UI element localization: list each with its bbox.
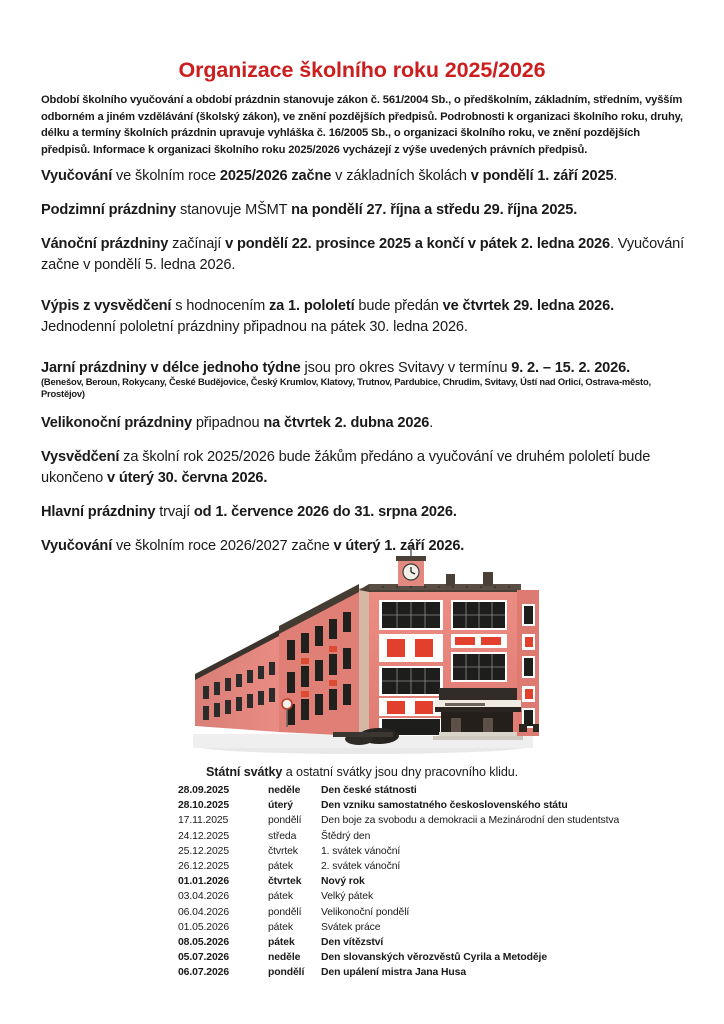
text-run: 2025/2026 začne [219, 168, 332, 184]
paragraph-spacer [41, 351, 689, 358]
holiday-weekday: čtvrtek [268, 845, 298, 857]
text-run: Jednodenní pololetní prázdniny připadnou na pátek 30. ledna 2026. [41, 319, 468, 335]
text-run: . Vyučování začne v pondělí 5. ledna 2026. [41, 236, 685, 273]
holiday-name: 1. svátek vánoční [321, 845, 401, 857]
text-run: v základních školách [331, 168, 471, 184]
table-row [178, 951, 619, 966]
text-run: ve školním roce 2026/2027 začne [112, 538, 334, 554]
text-run: v úterý 30. června 2026. [107, 470, 268, 486]
holiday-weekday: čtvrtek [268, 876, 302, 888]
table-row [178, 784, 619, 799]
table-row [178, 936, 619, 951]
holiday-name: Velikonoční pondělí [321, 906, 410, 918]
schedule-paragraphs [41, 166, 689, 570]
holiday-weekday: pátek [268, 860, 293, 872]
holiday-name: Štědrý den [321, 830, 371, 842]
paragraph-podzimni-prazdniny [41, 200, 689, 221]
public-holidays-body [178, 784, 619, 981]
text-run: v úterý 1. září 2026. [333, 538, 465, 554]
holiday-name: Den upálení mistra Jana Husa [321, 967, 467, 979]
paragraph-vypis-vysvedceni [41, 296, 689, 338]
text-run: Podzimní prázdniny [41, 202, 177, 218]
paragraph-vysvedceni [41, 447, 689, 489]
holiday-weekday: neděle [268, 785, 301, 796]
text-run: ve čtvrtek 29. ledna 2026. [442, 298, 614, 314]
school-building-illustration [183, 546, 541, 761]
text-run: za 1. pololetí [269, 298, 355, 314]
holidays-caption-bold: Státní svátky [205, 765, 283, 779]
text-run: Výpis z vysvědčení [41, 298, 172, 314]
table-row [178, 921, 619, 936]
holiday-date: 25.12.2025 [178, 845, 230, 857]
text-run: Vyučování [41, 168, 113, 184]
table-row [178, 906, 619, 921]
paragraph-vyucovani-2025 [41, 166, 689, 187]
holiday-name: Den boje za svobodu a demokracii a Mezinárodní den studentstva [321, 815, 620, 827]
holiday-weekday: úterý [268, 800, 293, 812]
text-run: Hlavní prázdniny [41, 504, 156, 520]
holiday-weekday: pátek [268, 921, 293, 933]
text-run: Velikonoční prázdniny [41, 415, 192, 431]
holidays-caption-rest: a ostatní svátky jsou dny pracovního klidu. [282, 765, 519, 779]
paragraph-hlavni-prazdniny [41, 502, 689, 523]
text-run: stanovuje MŠMT [176, 202, 292, 218]
districts-note: (Benešov, Beroun, Rokycany, České Budějovice, Český Krumlov, Klatovy, Trutnov, Pardubice, Chrudim, Svitavy, Ústí nad Orlicí, Ostrava-město, Prostějov) [41, 376, 651, 399]
table-row [178, 830, 619, 845]
text-run: na čtvrtek 2. dubna 2026 [263, 415, 430, 431]
text-run: ve školním roce [112, 168, 220, 184]
text-run: . [429, 415, 434, 431]
text-run: za školní rok 2025/2026 bude žákům předáno a vyučování ve druhém pololetí bude ukončeno [41, 449, 651, 486]
holidays-caption [0, 764, 724, 781]
text-run: bude předán [354, 298, 443, 314]
holiday-date: 08.05.2026 [178, 936, 230, 948]
holiday-name: Den slovanských věrozvěstů Cyrila a Metoděje [321, 952, 548, 964]
text-run: trvají [155, 504, 194, 520]
text-run: v pondělí 22. prosince 2025 a končí v pátek 2. ledna 2026 [225, 236, 610, 252]
text-run: od 1. července 2026 do 31. srpna 2026. [193, 504, 457, 520]
table-row [178, 890, 619, 905]
school-building-photo [183, 546, 541, 761]
holiday-date: 06.04.2026 [178, 906, 230, 918]
holiday-name: Den české státnosti [321, 785, 417, 796]
text-run: v pondělí 1. září 2025 [470, 168, 614, 184]
holiday-weekday: pondělí [268, 906, 302, 918]
holiday-name: Den vítězství [321, 936, 384, 948]
holiday-weekday: středa [268, 830, 297, 842]
paragraph-velikonocni-prazdniny [41, 413, 689, 434]
holiday-name: Svátek práce [321, 921, 381, 933]
holiday-date: 24.12.2025 [178, 830, 230, 842]
page-title: Organizace školního roku 2025/2026 [178, 58, 546, 83]
text-run: začínají [168, 236, 226, 252]
text-run: připadnou [191, 415, 264, 431]
text-run: na pondělí 27. října a středu 29. října 2025. [291, 202, 578, 218]
holiday-weekday: pátek [268, 891, 293, 903]
holiday-weekday: pondělí [268, 815, 302, 827]
holiday-name: Nový rok [321, 876, 365, 888]
holiday-date: 28.09.2025 [178, 785, 230, 796]
holiday-date: 05.07.2026 [178, 952, 230, 964]
holiday-date: 03.04.2026 [178, 891, 230, 903]
text-run: Vyučování [41, 538, 113, 554]
holiday-date: 17.11.2025 [178, 815, 229, 827]
table-row [178, 875, 619, 890]
paragraph-vanocni-prazdniny [41, 234, 689, 276]
holiday-name: Den vzniku samostatného československého státu [321, 800, 568, 812]
table-row [178, 966, 619, 981]
text-run: s hodnocením [171, 298, 270, 314]
holiday-name: 2. svátek vánoční [321, 860, 401, 872]
holiday-date: 26.12.2025 [178, 860, 230, 872]
paragraph-spacer [41, 289, 689, 296]
text-run: Vysvědčení [41, 449, 120, 465]
table-row [178, 845, 619, 860]
text-run: . [613, 168, 618, 184]
table-row [178, 814, 619, 829]
text-run: 9. 2. – 15. 2. 2026. [511, 360, 630, 376]
text-run: Jarní prázdniny v délce jednoho týdne [41, 360, 301, 376]
holiday-name: Velký pátek [321, 891, 374, 903]
table-row [178, 799, 619, 814]
table-row [178, 860, 619, 875]
holiday-weekday: pondělí [268, 967, 305, 979]
text-run: jsou pro okres Svitavy v termínu [300, 360, 512, 376]
holiday-date: 01.01.2026 [178, 876, 230, 888]
holiday-weekday: neděle [268, 952, 301, 964]
holiday-date: 28.10.2025 [178, 800, 230, 812]
holiday-date: 06.07.2026 [178, 967, 230, 979]
holiday-date: 01.05.2026 [178, 921, 230, 933]
public-holidays-table [178, 784, 619, 981]
intro-paragraph: Období školního vyučování a období prázdnin stanovuje zákon č. 561/2004 Sb., o předškolním, základním, středním, vyšším odborném a jiném vzdělávání (školský zákon), ve znění pozdějších předpisů. Podrobnosti k organizaci školního roku, druhy, délku a termíny školních prázdnin upravuje vyhláška č. 16/2005 Sb., o organizaci školního roku, ve znění pozdějších předpisů. Informace k organizaci školního roku 2025/2026 vycházejí z výše uvedených právních předpisů. [41, 94, 683, 156]
holiday-weekday: pátek [268, 936, 295, 948]
text-run: Vánoční prázdniny [41, 236, 169, 252]
